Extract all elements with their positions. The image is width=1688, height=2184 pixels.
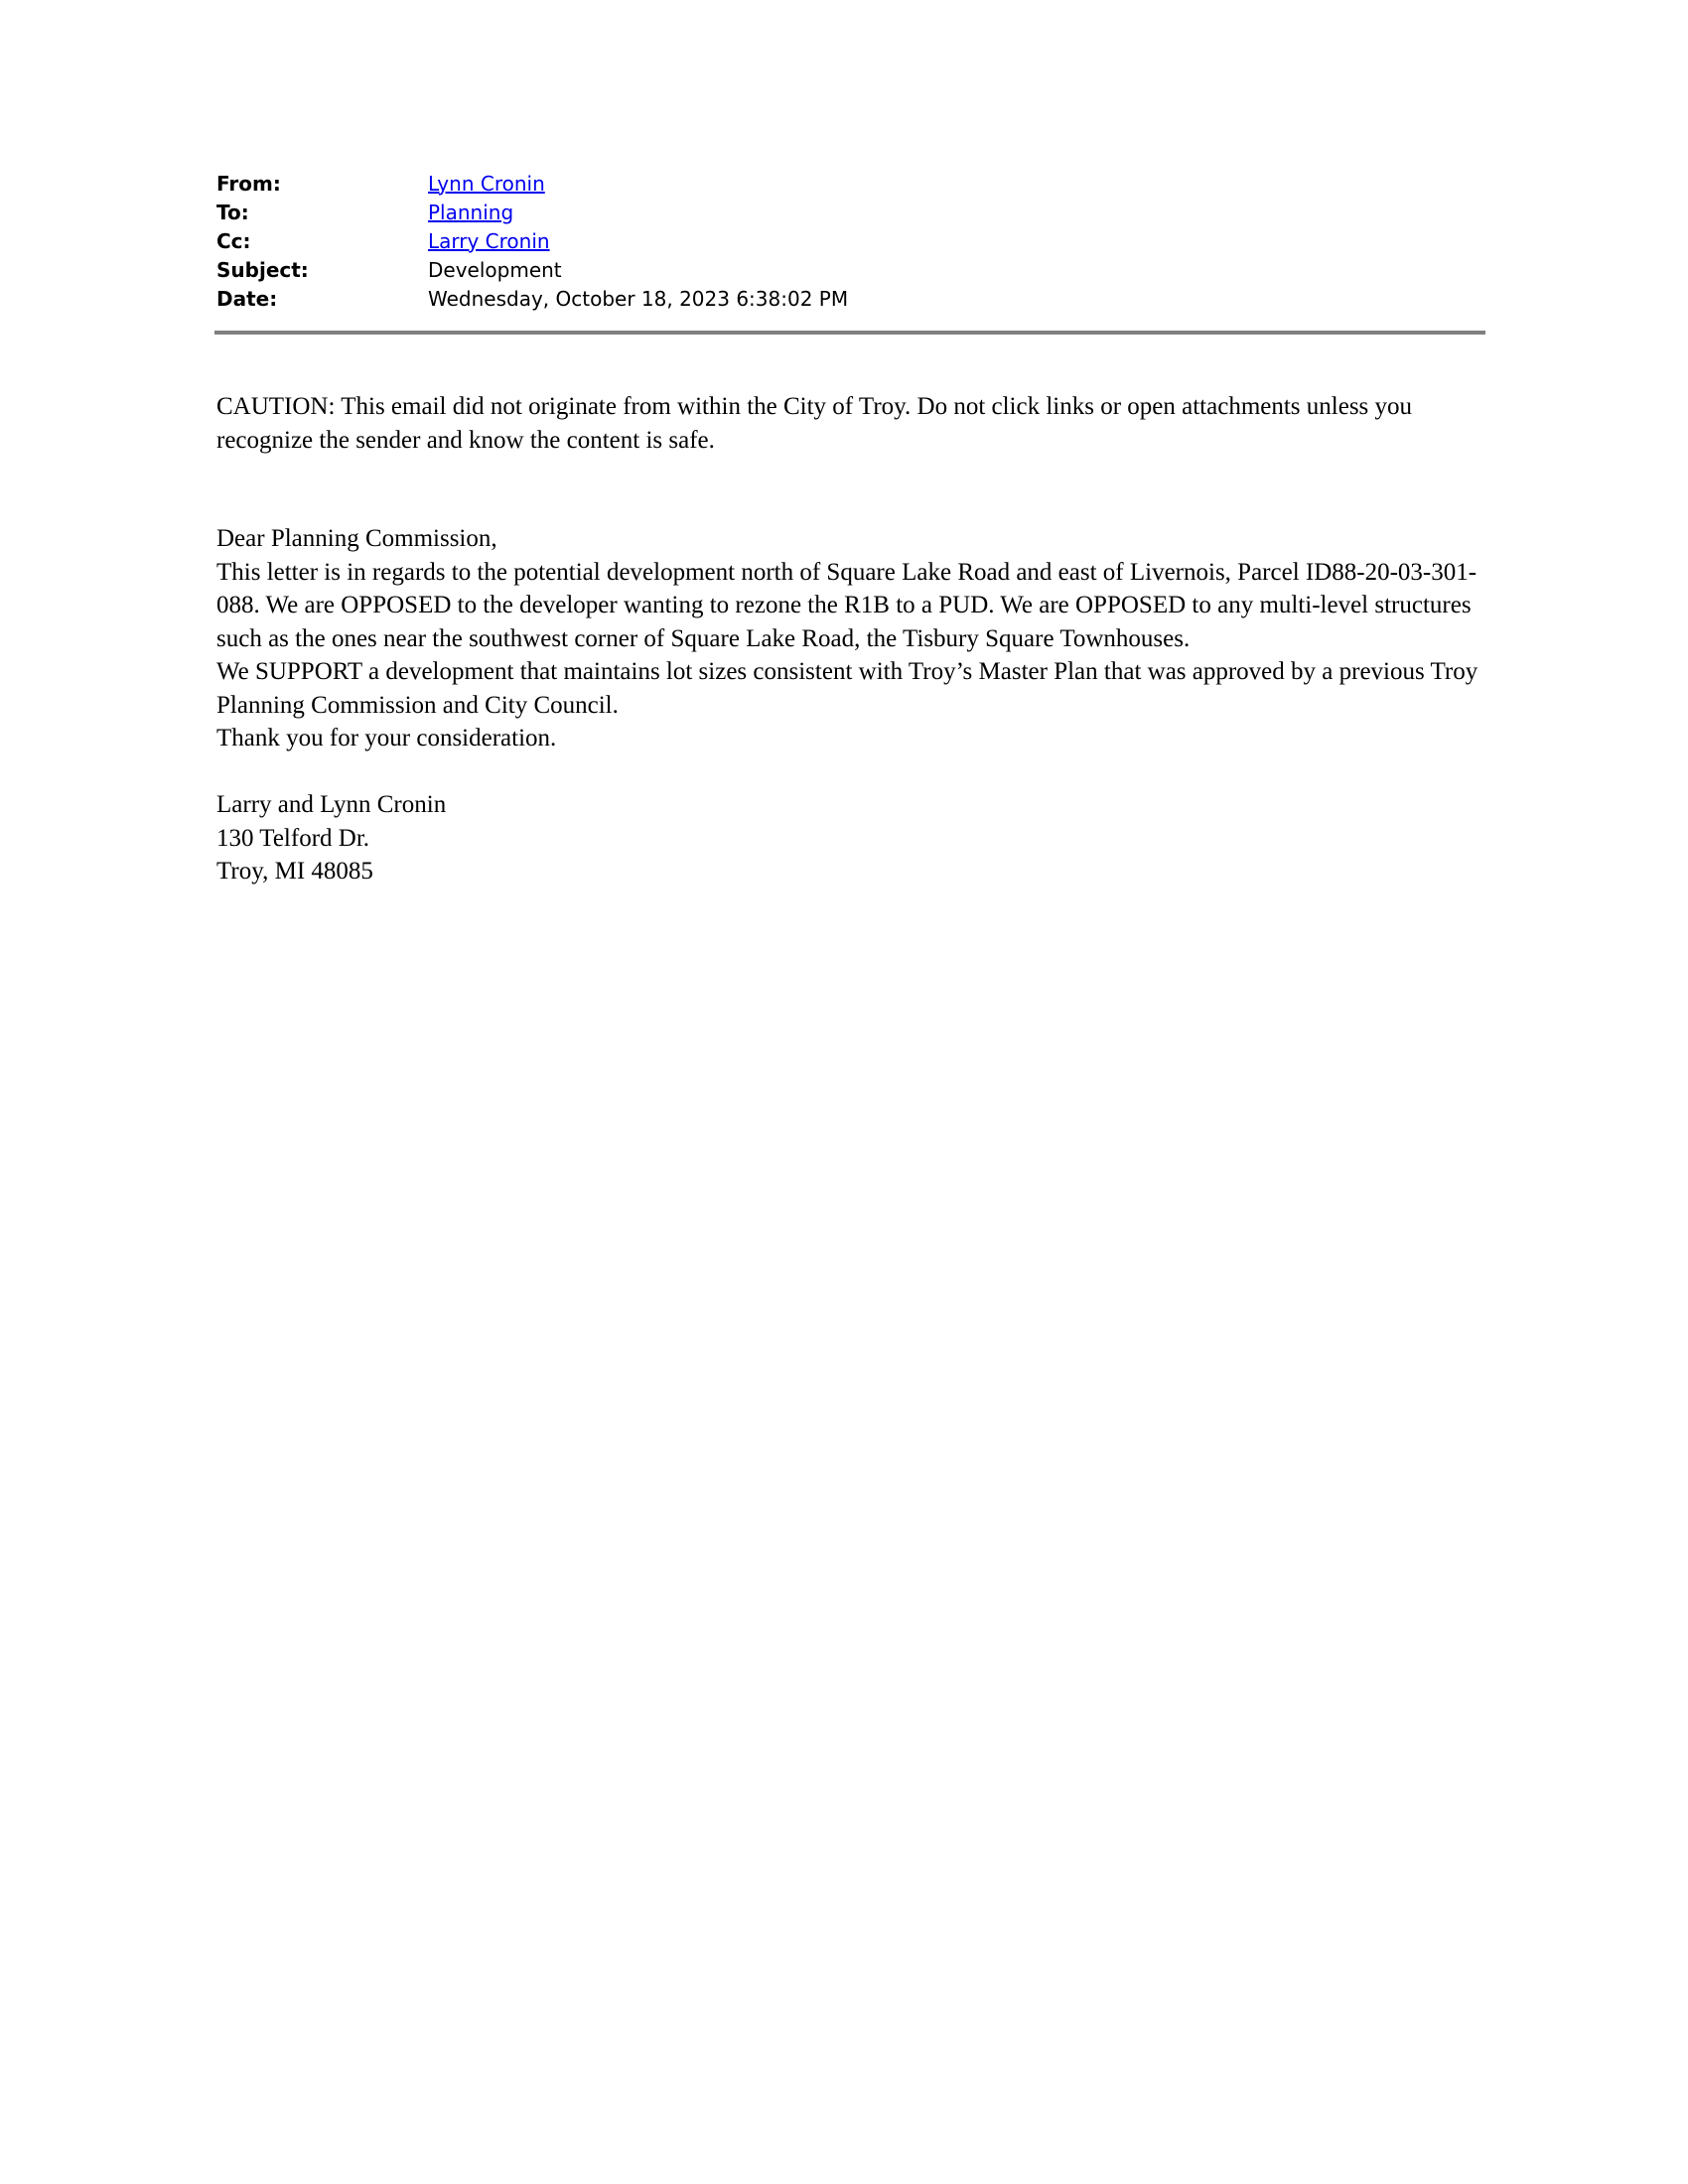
- letter-body: [216, 522, 1487, 888]
- letter-greeting: Dear Planning Commission,: [216, 525, 497, 552]
- from-label: From:: [216, 171, 281, 196]
- subject-value: Development: [428, 257, 562, 282]
- letter-thanks: Thank you for your consideration.: [216, 725, 557, 751]
- letter-paragraph-support: We SUPPORT a development that maintains lot sizes consistent with Troy’s Master Plan that was approved by a previous Troy Planning Commission and City Council.: [216, 658, 1478, 719]
- to-link[interactable]: Planning: [428, 200, 514, 224]
- email-header: [216, 169, 1487, 313]
- from-link[interactable]: Lynn Cronin: [428, 171, 545, 196]
- address-line-2: Troy, MI 48085: [216, 858, 373, 885]
- header-divider: [214, 331, 1485, 335]
- cc-row: [216, 226, 1487, 255]
- caution-notice: CAUTION: This email did not originate from within the City of Troy. Do not click links or open attachments unless you recognize the sender and know the content is safe.: [216, 393, 1413, 454]
- date-value: Wednesday, October 18, 2023 6:38:02 PM: [428, 286, 849, 311]
- subject-label: Subject:: [216, 257, 309, 282]
- to-label: To:: [216, 200, 249, 224]
- cc-link[interactable]: Larry Cronin: [428, 228, 550, 253]
- date-row: [216, 284, 1487, 313]
- to-row: [216, 198, 1487, 226]
- signature-name: Larry and Lynn Cronin: [216, 791, 447, 818]
- address-line-1: 130 Telford Dr.: [216, 824, 370, 852]
- subject-row: [216, 255, 1487, 284]
- date-label: Date:: [216, 286, 278, 311]
- letter-spacer: [216, 755, 1487, 789]
- letter-paragraph-opposition: This letter is in regards to the potential development north of Square Lake Road and east of Livernois, Parcel ID88-20-03-301-088. We are OPPOSED to the developer wanting to rezone the R1B to a PUD. We are OPPOSED to any multi-level structures such as the ones near the southwest corner of Square Lake Road, the Tisbury Square Townhouses.: [216, 558, 1477, 652]
- from-row: [216, 169, 1487, 198]
- cc-label: Cc:: [216, 228, 251, 253]
